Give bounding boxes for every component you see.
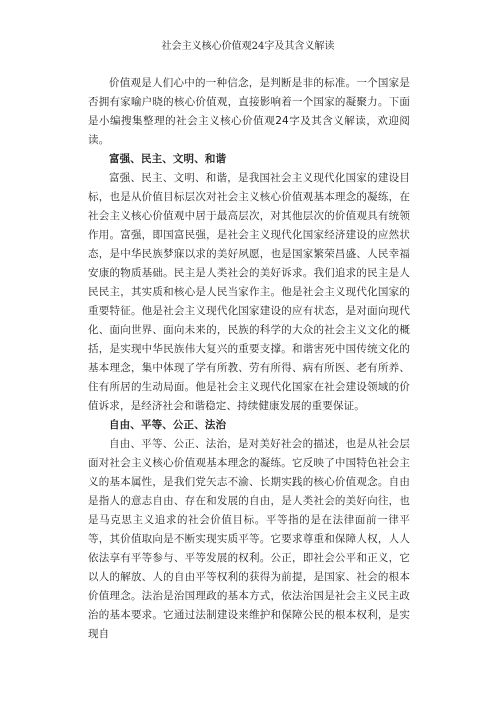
document-body	[88, 74, 410, 644]
section-body-1: 富强、民主、文明、和谐，是我国社会主义现代化国家的建设目标，也是从价值目标层次对社会主义核心价值观基本理念的凝练，在社会主义核心价值观中居于最高层次，对其他层次的价值观具有统领作用。富强，即国富民强，是社会主义现代化国家经济建设的应然状态，是中华民族梦寐以求的美好夙愿，也是国家繁荣昌盛、人民幸福安康的物质基础。民主是人类社会的美好诉求。我们追求的民主是人民民主，其实质和核心是人民当家作主。他是社会主义现代化国家的重要特征。他是社会主义现代化国家建设的应有状态，是对面向现代化、面向世界、面向未来的，民族的科学的大众的社会主义文化的概括，是实现中华民族伟大复兴的重要支撑。和谐害死中国传统文化的基本理念，集中体现了学有所教、劳有所得、病有所医、老有所养、住有所居的生动局面。他是社会主义现代化国家在社会建设领域的价值诉求，是经济社会和谐稳定、持续健康发展的重要保证。	[88, 172, 410, 412]
section-heading-2: 自由、平等、公正、法治	[109, 419, 227, 431]
section-heading-1: 富强、民主、文明、和谐	[109, 153, 227, 165]
section-body-2: 自由、平等、公正、法治，是对美好社会的描述，也是从社会层面对社会主义核心价值观基本理念的凝练。它反映了中国特色社会主义的基本属性，是我们党矢志不渝、长期实践的核心价值观念。自由是指人的意志自由、存在和发展的自由，是人类社会的美好向往，也是马克思主义追求的社会价值目标。平等指的是在法律面前一律平等，其价值取向是不断实现实质平等。它要求尊重和保障人权，人人依法享有平等参与、平等发展的权利。公正，即社会公平和正义，它以人的解放、人的自由平等权利的获得为前提，是国家、社会的根本价值理念。法治是治国理政的基本方式，依法治国是社会主义民主政治的基本要求。它通过法制建设来维护和保障公民的根本权利，是实现自	[88, 438, 410, 640]
intro-paragraph: 价值观是人们心中的一种信念，是判断是非的标准。一个国家是否拥有家喻户晓的核心价值观，直接影响着一个国家的凝聚力。下面是小编搜集整理的社会主义核心价值观24字及其含义解读，欢迎阅读。	[88, 77, 410, 146]
document-title: 社会主义核心价值观24字及其含义解读	[161, 41, 335, 52]
